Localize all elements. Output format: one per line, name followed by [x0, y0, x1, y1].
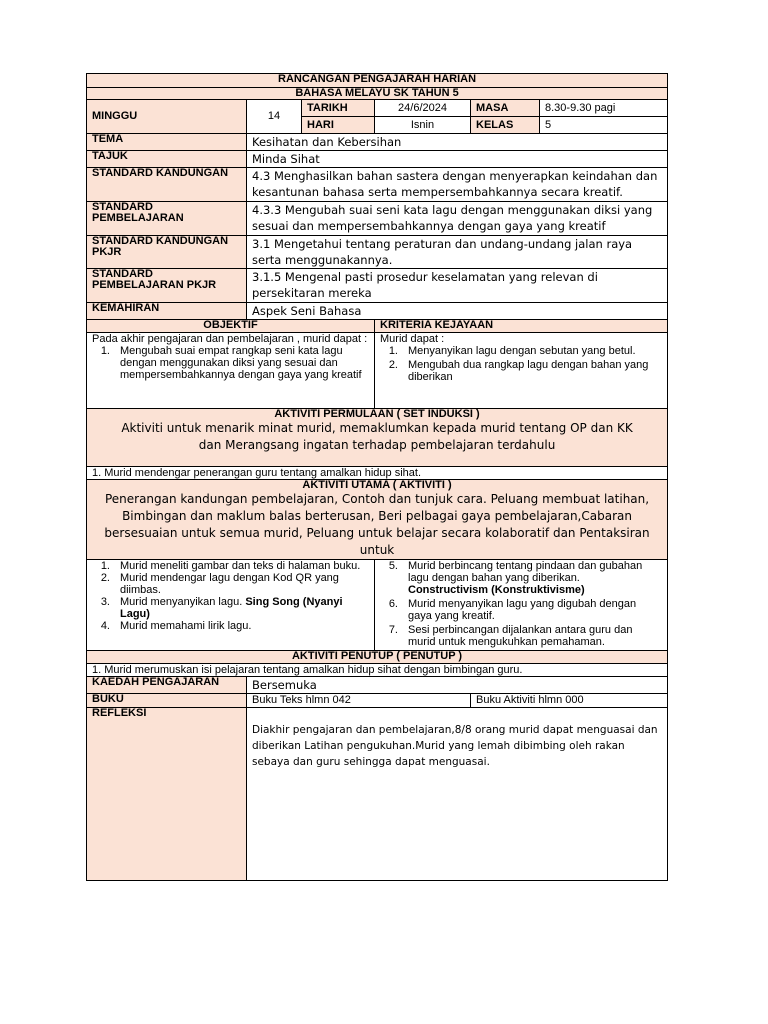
kemahiran-value: Aspek Seni Bahasa [247, 303, 668, 320]
masa-label: MASA [471, 100, 540, 117]
plan-title: RANCANGAN PENGAJARAH HARIAN [87, 74, 668, 88]
list-item [92, 572, 369, 596]
utama-desc: Penerangan kandungan pembelajaran, Contoh dan tunjuk cara. Peluang membuat latihan, Bimbingan dan maklum balas berterusan, Beri pelbagai gaya pembelajaran,Cabaran bersesuaian untuk semua murid, Peluang untuk belajar secara kolaboratif dan Pentaksiran untuk [104, 492, 650, 557]
list-item-body: Mengubah suai empat rangkap seni kata lagu dengan menggunakan diksi yang sesuai dan mempersembahkannya dengan gaya yang kreatif [120, 345, 362, 381]
kelas-value: 5 [540, 117, 668, 134]
list-item-strategy: Sing Song (Nyanyi Lagu) [120, 596, 343, 620]
list-item-number: 3. [100, 596, 110, 608]
tajuk-label: TAJUK [87, 151, 247, 168]
permulaan-item: 1. Murid mendengar penerangan guru tentang amalkan hidup sihat. [87, 467, 668, 480]
kriteria-list [380, 345, 662, 383]
list-item [380, 359, 662, 383]
list-item [92, 560, 369, 572]
tema-label: TEMA [87, 134, 247, 151]
list-item-number: 4. [100, 620, 110, 632]
utama-right-list [380, 560, 662, 648]
kriteria-intro: Murid dapat : [380, 333, 445, 345]
list-item-number: 5. [388, 560, 398, 572]
lesson-plan-sheet [86, 73, 667, 881]
list-item-body: Sesi perbincangan dijalankan antara guru dan murid untuk mengukuhkan pemahaman. [408, 624, 633, 648]
utama-right-cell [375, 560, 668, 651]
kriteria-title: KRITERIA KEJAYAAN [375, 320, 668, 333]
list-item [380, 598, 662, 622]
buku-aktiviti: Buku Aktiviti hlmn 000 [471, 694, 668, 708]
tarikh-label: TARIKH [302, 100, 375, 117]
standard-pembelajaran-pkjr-value: 3.1.5 Mengenal pasti prosedur keselamatan yang relevan di persekitaran mereka [247, 269, 668, 303]
list-item [380, 345, 662, 357]
list-item-text [120, 572, 369, 596]
list-item-body: Murid meneliti gambar dan teks di halaman buku. [120, 560, 361, 572]
list-item-text [120, 345, 369, 381]
list-item-body: Murid menyanyikan lagu. [120, 596, 246, 608]
list-item-number: 2. [100, 572, 110, 584]
hari-label: HARI [302, 117, 375, 134]
list-item-body: Murid mendengar lagu dengan Kod QR yang diimbas. [120, 572, 339, 596]
list-item-body: Murid berbincang tentang pindaan dan gubahan lagu dengan bahan yang diberikan. [408, 560, 643, 584]
objektif-cell [87, 333, 375, 409]
plan-subtitle: BAHASA MELAYU SK TAHUN 5 [87, 88, 668, 100]
kelas-label: KELAS [471, 117, 540, 134]
list-item-text [408, 359, 662, 383]
kaedah-label: KAEDAH PENGAJARAN [87, 677, 247, 694]
tema-value: Kesihatan dan Kebersihan [247, 134, 668, 151]
list-item [92, 620, 369, 632]
permulaan-desc: Aktiviti untuk menarik minat murid, memaklumkan kepada murid tentang OP dan KK dan Merangsang ingatan terhadap pembelajaran terdahulu [121, 421, 633, 452]
list-item-strategy: Constructivism (Konstruktivisme) [408, 584, 585, 596]
minggu-value: 14 [247, 100, 302, 134]
buku-teks: Buku Teks hlmn 042 [247, 694, 471, 708]
list-item-text [120, 560, 360, 572]
kriteria-cell [375, 333, 668, 409]
lesson-plan-table [86, 73, 668, 881]
utama-title: AKTIVITI UTAMA ( AKTIVITI ) [302, 479, 452, 491]
hari-value: Isnin [375, 117, 471, 134]
list-item-number: 1. [388, 345, 398, 357]
masa-value: 8.30-9.30 pagi [540, 100, 668, 117]
kaedah-value: Bersemuka [247, 677, 668, 694]
refleksi-label: REFLEKSI [87, 708, 247, 881]
standard-pembelajaran-value: 4.3.3 Mengubah suai seni kata lagu dengan menggunakan diksi yang sesuai dan mempersembahkannya dengan gaya yang kreatif [247, 202, 668, 236]
utama-left-cell [87, 560, 375, 651]
list-item-body: Mengubah dua rangkap lagu dengan bahan yang diberikan [408, 359, 649, 383]
list-item-body: Menyanyikan lagu dengan sebutan yang betul. [408, 345, 636, 357]
minggu-label: MINGGU [87, 100, 247, 134]
list-item-text [120, 620, 251, 632]
list-item-body: Murid menyanyikan lagu yang digubah dengan gaya yang kreatif. [408, 598, 637, 622]
objektif-list [92, 345, 369, 381]
list-item [92, 596, 369, 620]
objektif-intro: Pada akhir pengajaran dan pembelajaran , murid dapat : [92, 333, 368, 345]
list-item-number: 1. [100, 560, 110, 572]
objektif-title: OBJEKTIF [87, 320, 375, 333]
standard-pembelajaran-label: STANDARD PEMBELAJARAN [87, 202, 247, 236]
standard-kandungan-value: 4.3 Menghasilkan bahan sastera dengan menyerapkan keindahan dan kesantunan bahasa serta mempersembahkannya secara kreatif. [247, 168, 668, 202]
list-item-text [408, 624, 662, 648]
list-item-number: 1. [100, 345, 110, 357]
penutup-title: AKTIVITI PENUTUP ( PENUTUP ) [87, 651, 668, 664]
list-item-number: 2. [388, 359, 398, 371]
buku-label: BUKU [87, 694, 247, 708]
list-item [380, 624, 662, 648]
utama-section [87, 480, 668, 560]
penutup-item: 1. Murid merumuskan isi pelajaran tentang amalkan hidup sihat dengan bimbingan guru. [87, 664, 668, 677]
tajuk-value: Minda Sihat [247, 151, 668, 168]
list-item [92, 345, 369, 381]
list-item-text [408, 345, 636, 357]
list-item [380, 560, 662, 596]
refleksi-cell [247, 708, 668, 881]
list-item-number: 7. [388, 624, 398, 636]
utama-left-list [92, 560, 369, 632]
list-item-body: Murid memahami lirik lagu. [120, 620, 252, 632]
list-item-text [408, 560, 662, 596]
kemahiran-label: KEMAHIRAN [87, 303, 247, 320]
permulaan-section [87, 409, 668, 467]
list-item-number: 6. [388, 598, 398, 610]
permulaan-title: AKTIVITI PERMULAAN ( SET INDUKSI ) [274, 408, 480, 420]
tarikh-value: 24/6/2024 [375, 100, 471, 117]
list-item-text [408, 598, 662, 622]
standard-kandungan-pkjr-label: STANDARD KANDUNGAN PKJR [87, 236, 247, 269]
refleksi-value: Diakhir pengajaran dan pembelajaran,8/8 orang murid dapat menguasai dan diberikan Latihan pengukuhan.Murid yang lemah dibimbing oleh rakan sebaya dan guru sehingga dapat menguasai. [252, 724, 658, 768]
standard-kandungan-pkjr-value: 3.1 Mengetahui tentang peraturan dan undang-undang jalan raya serta menggunakannya. [247, 236, 668, 269]
standard-pembelajaran-pkjr-label: STANDARD PEMBELAJARAN PKJR [87, 269, 247, 303]
standard-kandungan-label: STANDARD KANDUNGAN [87, 168, 247, 202]
list-item-text [120, 596, 369, 620]
